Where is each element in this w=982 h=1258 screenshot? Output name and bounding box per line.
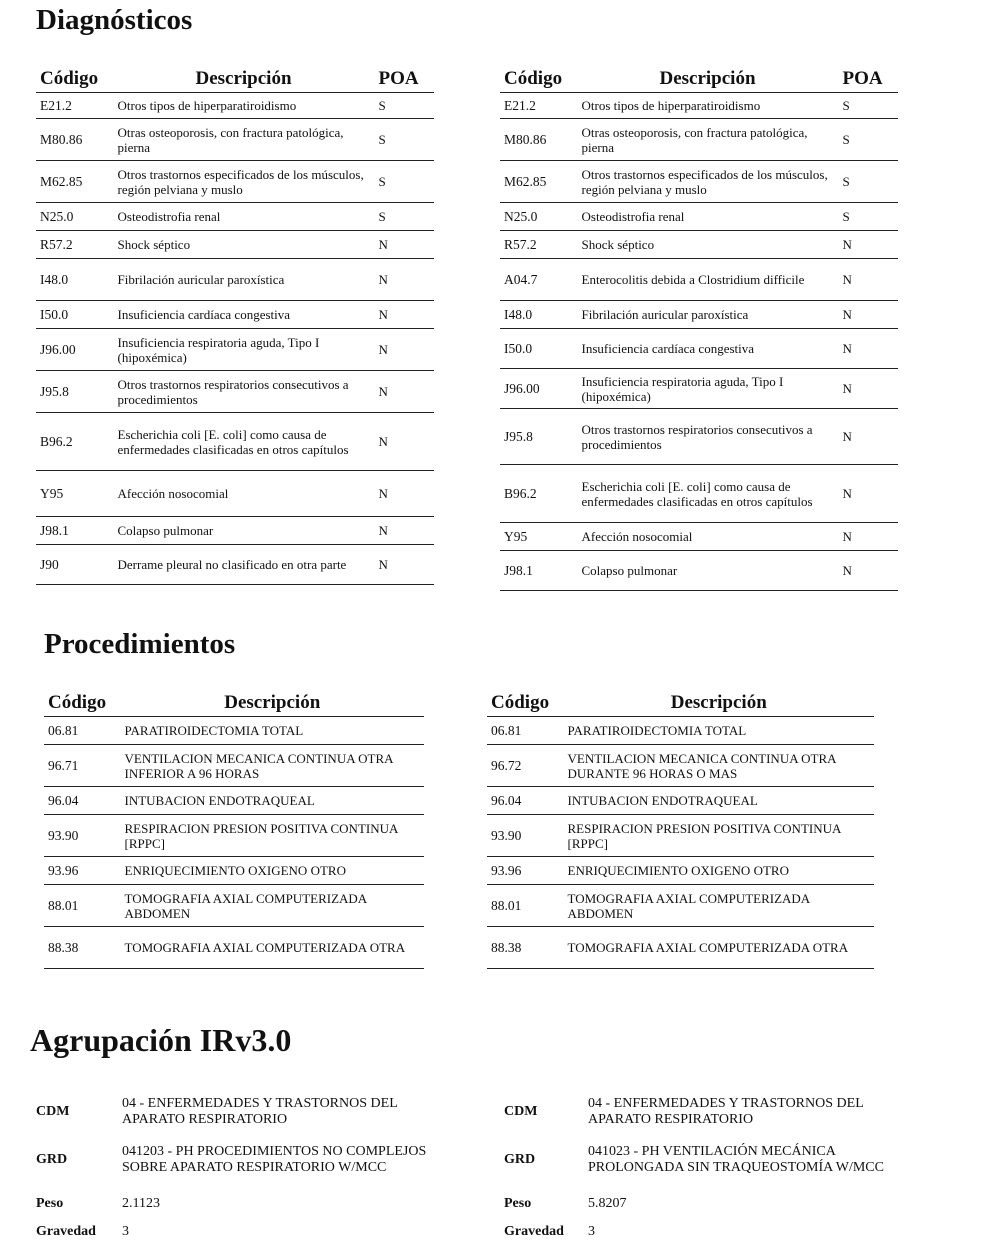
description-cell: TOMOGRAFIA AXIAL COMPUTERIZADA OTRA [563, 927, 874, 969]
peso-value: 2.1123 [122, 1196, 160, 1211]
description-cell: Fibrilación auricular paroxística [113, 259, 374, 301]
table-row [44, 717, 424, 745]
description-cell: ENRIQUECIMIENTO OXIGENO OTRO [120, 857, 424, 885]
col-poa: POA [374, 64, 434, 93]
description-cell: PARATIROIDECTOMIA TOTAL [120, 717, 424, 745]
col-codigo: Código [36, 64, 113, 93]
poa-cell: N [374, 259, 434, 301]
description-cell: Colapso pulmonar [113, 517, 374, 545]
cdm-value: 04 - ENFERMEDADES Y TRASTORNOS DEL APARATO RESPIRATORIO [122, 1096, 398, 1127]
code-cell: 88.38 [44, 927, 120, 969]
poa-cell: N [374, 301, 434, 329]
code-cell: I48.0 [500, 301, 577, 329]
poa-cell: N [374, 545, 434, 585]
table-row [500, 301, 898, 329]
description-cell: Insuficiencia respiratoria aguda, Tipo I (hipoxémica) [113, 329, 374, 371]
col-poa: POA [838, 64, 898, 93]
grd-label: GRD [36, 1152, 68, 1167]
code-cell: B96.2 [36, 413, 113, 471]
agrupacion-left [34, 1094, 454, 1246]
poa-cell: S [374, 161, 434, 203]
table-row [36, 301, 434, 329]
code-cell: R57.2 [36, 231, 113, 259]
poa-cell: N [838, 409, 898, 465]
peso-value: 5.8207 [588, 1196, 627, 1211]
poa-cell: N [838, 465, 898, 523]
poa-cell: N [838, 259, 898, 301]
poa-cell: N [838, 329, 898, 369]
description-cell: Fibrilación auricular paroxística [577, 301, 838, 329]
table-row [487, 815, 874, 857]
poa-cell: N [838, 301, 898, 329]
code-cell: 96.04 [487, 787, 563, 815]
description-cell: Insuficiencia respiratoria aguda, Tipo I (hipoxémica) [577, 369, 838, 409]
poa-cell: N [838, 369, 898, 409]
table-row [36, 371, 434, 413]
description-cell: Osteodistrofia renal [113, 203, 374, 231]
code-cell: 88.38 [487, 927, 563, 969]
table-row [44, 745, 424, 787]
cdm-label: CDM [504, 1104, 538, 1119]
code-cell: J95.8 [36, 371, 113, 413]
cdm-value: 04 - ENFERMEDADES Y TRASTORNOS DEL APARATO RESPIRATORIO [588, 1096, 864, 1127]
code-cell: 88.01 [487, 885, 563, 927]
grd-value: 041023 - PH VENTILACIÓN MECÁNICA PROLONGADA SIN TRAQUEOSTOMÍA W/MCC [588, 1144, 884, 1175]
table-row [500, 93, 898, 119]
poa-cell: N [374, 231, 434, 259]
description-cell: Insuficiencia cardíaca congestiva [113, 301, 374, 329]
description-cell: VENTILACION MECANICA CONTINUA OTRA DURANTE 96 HORAS O MAS [563, 745, 874, 787]
table-row [500, 203, 898, 231]
table-row [487, 857, 874, 885]
code-cell: M62.85 [500, 161, 577, 203]
table-row [500, 259, 898, 301]
code-cell: I50.0 [500, 329, 577, 369]
poa-cell: N [838, 231, 898, 259]
code-cell: I48.0 [36, 259, 113, 301]
poa-cell: N [838, 551, 898, 591]
peso-label: Peso [36, 1196, 64, 1211]
description-cell: TOMOGRAFIA AXIAL COMPUTERIZADA ABDOMEN [563, 885, 874, 927]
table-row [487, 927, 874, 969]
grd-label: GRD [504, 1152, 536, 1167]
code-cell: 06.81 [44, 717, 120, 745]
agrupacion-title: Agrupación IRv3.0 [30, 1022, 292, 1058]
code-cell: B96.2 [500, 465, 577, 523]
code-cell: 96.71 [44, 745, 120, 787]
description-cell: Afección nosocomial [577, 523, 838, 551]
table-row [500, 369, 898, 409]
code-cell: Y95 [36, 471, 113, 517]
poa-cell: N [374, 329, 434, 371]
code-cell: 93.96 [487, 857, 563, 885]
table-row [36, 471, 434, 517]
table-row [487, 787, 874, 815]
description-cell: Escherichia coli [E. coli] como causa de enfermedades clasificadas en otros capítulos [577, 465, 838, 523]
table-row [500, 551, 898, 591]
code-cell: N25.0 [36, 203, 113, 231]
description-cell: RESPIRACION PRESION POSITIVA CONTINUA [RPPC] [120, 815, 424, 857]
description-cell: TOMOGRAFIA AXIAL COMPUTERIZADA OTRA [120, 927, 424, 969]
code-cell: J90 [36, 545, 113, 585]
table-row [36, 161, 434, 203]
table-row [500, 523, 898, 551]
description-cell: Osteodistrofia renal [577, 203, 838, 231]
code-cell: 93.96 [44, 857, 120, 885]
table-row [500, 409, 898, 465]
description-cell: INTUBACION ENDOTRAQUEAL [563, 787, 874, 815]
description-cell: Otros tipos de hiperparatiroidismo [113, 93, 374, 119]
code-cell: J96.00 [500, 369, 577, 409]
code-cell: M80.86 [500, 119, 577, 161]
code-cell: N25.0 [500, 203, 577, 231]
table-row [44, 815, 424, 857]
code-cell: 96.04 [44, 787, 120, 815]
code-cell: J95.8 [500, 409, 577, 465]
col-descripcion: Descripción [563, 688, 874, 717]
code-cell: E21.2 [36, 93, 113, 119]
table-row [500, 231, 898, 259]
description-cell: Shock séptico [113, 231, 374, 259]
col-codigo: Código [44, 688, 120, 717]
peso-label: Peso [504, 1196, 532, 1211]
table-row [44, 787, 424, 815]
code-cell: J98.1 [36, 517, 113, 545]
table-row [36, 413, 434, 471]
diagnosticos-title: Diagnósticos [36, 4, 193, 36]
agrupacion-right [502, 1094, 922, 1246]
col-codigo: Código [487, 688, 563, 717]
poa-cell: S [374, 93, 434, 119]
description-cell: Shock séptico [577, 231, 838, 259]
poa-cell: S [838, 119, 898, 161]
table-row [36, 545, 434, 585]
description-cell: Colapso pulmonar [577, 551, 838, 591]
diagnosticos-table-left [36, 64, 434, 585]
code-cell: 88.01 [44, 885, 120, 927]
description-cell: Enterocolitis debida a Clostridium difficile [577, 259, 838, 301]
code-cell: 06.81 [487, 717, 563, 745]
gravedad-label: Gravedad [36, 1224, 96, 1239]
code-cell: J96.00 [36, 329, 113, 371]
code-cell: M80.86 [36, 119, 113, 161]
procedimientos-table-right [487, 688, 874, 969]
description-cell: Escherichia coli [E. coli] como causa de enfermedades clasificadas en otros capítulos [113, 413, 374, 471]
table-row [500, 329, 898, 369]
table-row [36, 259, 434, 301]
table-row [487, 885, 874, 927]
description-cell: Otros trastornos especificados de los músculos, región pelviana y muslo [113, 161, 374, 203]
table-row [500, 465, 898, 523]
table-row [44, 885, 424, 927]
procedimientos-table-left [44, 688, 424, 969]
table-row [36, 231, 434, 259]
description-cell: Otros trastornos respiratorios consecutivos a procedimientos [113, 371, 374, 413]
table-row [500, 119, 898, 161]
code-cell: 93.90 [44, 815, 120, 857]
poa-cell: S [838, 93, 898, 119]
poa-cell: N [374, 471, 434, 517]
code-cell: A04.7 [500, 259, 577, 301]
table-row [36, 517, 434, 545]
table-row [44, 857, 424, 885]
description-cell: TOMOGRAFIA AXIAL COMPUTERIZADA ABDOMEN [120, 885, 424, 927]
code-cell: M62.85 [36, 161, 113, 203]
table-row [487, 745, 874, 787]
table-row [487, 717, 874, 745]
poa-cell: N [374, 517, 434, 545]
poa-cell: S [838, 203, 898, 231]
code-cell: I50.0 [36, 301, 113, 329]
diagnosticos-table-right [500, 64, 898, 591]
description-cell: Otros tipos de hiperparatiroidismo [577, 93, 838, 119]
poa-cell: N [374, 413, 434, 471]
table-row [36, 119, 434, 161]
description-cell: Otros trastornos especificados de los músculos, región pelviana y muslo [577, 161, 838, 203]
poa-cell: S [838, 161, 898, 203]
poa-cell: S [374, 203, 434, 231]
procedimientos-title: Procedimientos [44, 628, 236, 660]
cdm-label: CDM [36, 1104, 70, 1119]
gravedad-label: Gravedad [504, 1224, 564, 1239]
description-cell: ENRIQUECIMIENTO OXIGENO OTRO [563, 857, 874, 885]
table-row [500, 161, 898, 203]
code-cell: R57.2 [500, 231, 577, 259]
description-cell: INTUBACION ENDOTRAQUEAL [120, 787, 424, 815]
poa-cell: S [374, 119, 434, 161]
table-row [36, 329, 434, 371]
poa-cell: N [838, 523, 898, 551]
code-cell: E21.2 [500, 93, 577, 119]
description-cell: Otros trastornos respiratorios consecutivos a procedimientos [577, 409, 838, 465]
poa-cell: N [374, 371, 434, 413]
description-cell: Insuficiencia cardíaca congestiva [577, 329, 838, 369]
code-cell: 93.90 [487, 815, 563, 857]
col-descripcion: Descripción [577, 64, 838, 93]
code-cell: J98.1 [500, 551, 577, 591]
table-row [36, 93, 434, 119]
description-cell: Afección nosocomial [113, 471, 374, 517]
col-descripcion: Descripción [113, 64, 374, 93]
table-row [36, 203, 434, 231]
code-cell: Y95 [500, 523, 577, 551]
col-codigo: Código [500, 64, 577, 93]
gravedad-value: 3 [122, 1224, 129, 1239]
code-cell: 96.72 [487, 745, 563, 787]
grd-value: 041203 - PH PROCEDIMIENTOS NO COMPLEJOS SOBRE APARATO RESPIRATORIO W/MCC [122, 1144, 427, 1175]
col-descripcion: Descripción [120, 688, 424, 717]
description-cell: Derrame pleural no clasificado en otra parte [113, 545, 374, 585]
description-cell: PARATIROIDECTOMIA TOTAL [563, 717, 874, 745]
gravedad-value: 3 [588, 1224, 595, 1239]
description-cell: Otras osteoporosis, con fractura patológica, pierna [577, 119, 838, 161]
description-cell: VENTILACION MECANICA CONTINUA OTRA INFERIOR A 96 HORAS [120, 745, 424, 787]
description-cell: RESPIRACION PRESION POSITIVA CONTINUA [RPPC] [563, 815, 874, 857]
description-cell: Otras osteoporosis, con fractura patológica, pierna [113, 119, 374, 161]
table-row [44, 927, 424, 969]
